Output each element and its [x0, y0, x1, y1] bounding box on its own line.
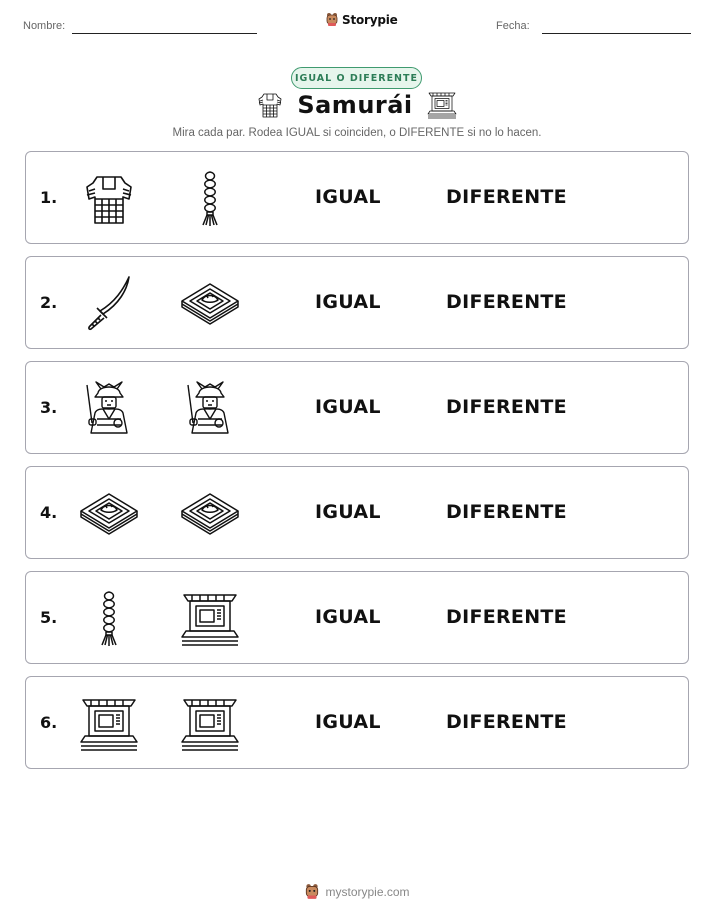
pair-row-1	[25, 151, 689, 244]
pair-row-5	[25, 571, 689, 664]
page-title: Samurái	[297, 91, 413, 119]
diferente-option[interactable]: DIFERENTE	[446, 606, 567, 628]
row-number: 6.	[40, 713, 58, 732]
braid-icon	[79, 589, 139, 649]
igual-option[interactable]: IGUAL	[315, 291, 381, 313]
footer	[0, 883, 714, 900]
dojo-gate-icon	[180, 589, 240, 649]
diferente-option[interactable]: DIFERENTE	[446, 711, 567, 733]
igual-option[interactable]: IGUAL	[315, 186, 381, 208]
armor-icon	[79, 169, 139, 229]
row-number: 4.	[40, 503, 58, 522]
footer-url[interactable]: mystorypie.com	[325, 884, 410, 899]
braid-icon	[180, 169, 240, 229]
diferente-option[interactable]: DIFERENTE	[446, 186, 567, 208]
igual-option[interactable]: IGUAL	[315, 501, 381, 523]
katana-icon	[79, 274, 139, 334]
row-number: 2.	[40, 293, 58, 312]
diferente-option[interactable]: DIFERENTE	[446, 501, 567, 523]
pair-row-6	[25, 676, 689, 769]
igual-option[interactable]: IGUAL	[315, 606, 381, 628]
zen-garden-icon	[180, 274, 240, 334]
row-number: 3.	[40, 398, 58, 417]
samurai-icon	[180, 379, 240, 439]
row-number: 1.	[40, 188, 58, 207]
date-label: Fecha:	[496, 20, 530, 32]
igual-option[interactable]: IGUAL	[315, 396, 381, 418]
dojo-gate-icon	[180, 694, 240, 754]
zen-garden-icon	[180, 484, 240, 544]
worksheet-type-badge: IGUAL O DIFERENTE	[291, 67, 422, 89]
armor-icon	[255, 90, 285, 120]
igual-option[interactable]: IGUAL	[315, 711, 381, 733]
pairs-list	[25, 151, 689, 781]
instructions: Mira cada par. Rodea IGUAL si coinciden, o DIFERENTE si no lo hacen.	[172, 127, 542, 139]
title-row	[0, 90, 714, 120]
dojo-gate-icon	[79, 694, 139, 754]
samurai-icon	[79, 379, 139, 439]
diferente-option[interactable]: DIFERENTE	[446, 396, 567, 418]
brand-logo	[325, 12, 398, 27]
brand-name: Storypie	[342, 12, 398, 27]
zen-garden-icon	[79, 484, 139, 544]
pair-row-4	[25, 466, 689, 559]
date-line[interactable]	[542, 33, 691, 34]
diferente-option[interactable]: DIFERENTE	[446, 291, 567, 313]
storypie-mascot-icon	[325, 12, 339, 27]
pair-row-2	[25, 256, 689, 349]
name-line[interactable]	[72, 33, 257, 34]
name-label: Nombre:	[23, 20, 66, 32]
storypie-mascot-icon	[304, 883, 320, 900]
pair-row-3	[25, 361, 689, 454]
row-number: 5.	[40, 608, 58, 627]
dojo-gate-icon	[425, 90, 459, 120]
